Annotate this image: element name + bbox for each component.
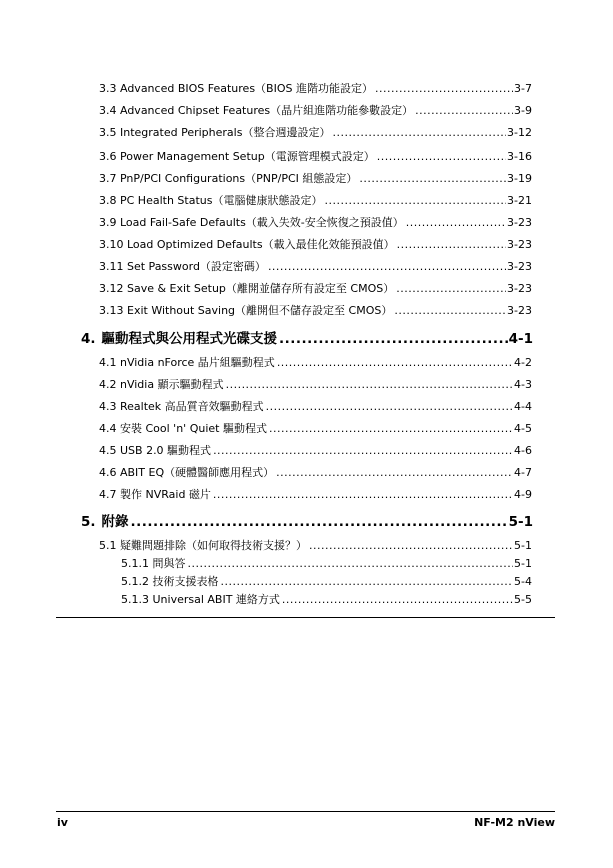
toc-entry-label: 4.3 Realtek 高品質音效驅動程式 <box>99 400 264 413</box>
toc-entry-page: 3-23 <box>507 216 532 229</box>
toc-entry[interactable] <box>99 399 532 415</box>
toc-entry[interactable] <box>99 103 532 119</box>
toc-entry-label: 5.1.1 問與答 <box>121 557 186 570</box>
toc-entry[interactable] <box>99 443 532 459</box>
dot-leader <box>415 103 513 119</box>
toc-entry-page: 4-2 <box>514 356 532 369</box>
toc-entry-page: 3-9 <box>514 104 532 117</box>
toc-entry-label: 3.11 Set Password（設定密碼） <box>99 260 266 273</box>
toc-entry-page: 3-23 <box>507 304 532 317</box>
toc-entry-page: 3-23 <box>507 282 532 295</box>
toc-entry-page: 4-9 <box>514 488 532 501</box>
dot-leader <box>282 592 513 608</box>
dot-leader <box>268 259 506 275</box>
toc-entry[interactable] <box>99 355 532 371</box>
toc-entry[interactable] <box>99 421 532 437</box>
toc-subentry[interactable] <box>121 556 532 572</box>
toc-entry-label: 3.13 Exit Without Saving（離開但不儲存設定至 CMOS） <box>99 304 393 317</box>
toc-entry[interactable] <box>99 215 532 231</box>
toc-entry-label: 4.6 ABIT EQ（硬體醫師應用程式） <box>99 466 275 479</box>
toc-entry-page: 3-7 <box>514 82 532 95</box>
dot-leader <box>266 399 513 415</box>
chapter-number: 5. <box>81 514 96 530</box>
dot-leader <box>406 215 506 231</box>
dot-leader <box>277 355 513 371</box>
toc-entry-page: 4-7 <box>514 466 532 479</box>
toc-entry-label: 4.4 安裝 Cool 'n' Quiet 驅動程式 <box>99 422 267 435</box>
toc-entry-page: 5-1 <box>514 539 532 552</box>
toc-entry[interactable] <box>99 487 532 503</box>
dot-leader <box>359 171 506 187</box>
chapter-heading <box>81 512 129 532</box>
toc-entry-page: 3-23 <box>507 238 532 251</box>
dot-leader <box>394 303 506 319</box>
toc-subentry[interactable] <box>121 592 532 608</box>
toc-entry-label: 3.5 Integrated Peripherals（整合週邊設定） <box>99 126 331 139</box>
dot-leader <box>188 556 514 572</box>
toc-entry-page: 5-4 <box>514 575 532 588</box>
toc-entry[interactable] <box>99 193 532 209</box>
section-divider <box>56 617 555 618</box>
toc-entry-label: 3.4 Advanced Chipset Features（晶片組進階功能參數設定） <box>99 104 414 117</box>
toc-entry-label: 3.7 PnP/PCI Configurations（PNP/PCI 組態設定） <box>99 172 358 185</box>
toc-entry[interactable] <box>99 237 532 253</box>
toc-entry[interactable] <box>99 259 532 275</box>
dot-leader <box>213 443 513 459</box>
dot-leader <box>276 465 513 481</box>
toc-entry[interactable] <box>99 281 532 297</box>
toc-entry-page: 3-12 <box>507 126 532 139</box>
toc-entry-label: 5.1 疑難問題排除（如何取得技術支援？） <box>99 539 307 552</box>
dot-leader <box>375 81 513 97</box>
dot-leader <box>332 125 506 141</box>
toc-entry[interactable] <box>99 81 532 97</box>
toc-entry-label: 3.12 Save & Exit Setup（離開並儲存所有設定至 CMOS） <box>99 282 395 295</box>
dot-leader <box>131 512 508 532</box>
footer-divider <box>56 811 555 812</box>
chapter-page: 5-1 <box>508 514 533 530</box>
toc-entry[interactable] <box>99 303 532 319</box>
toc-entry-page: 4-4 <box>514 400 532 413</box>
toc-entry[interactable] <box>99 149 532 165</box>
toc-entry-label: 5.1.3 Universal ABIT 連絡方式 <box>121 593 280 606</box>
dot-leader <box>397 237 506 253</box>
toc-entry-page: 5-5 <box>514 593 532 606</box>
toc-entry-page: 5-1 <box>514 557 532 570</box>
toc-entry-label: 4.2 nVidia 顯示驅動程式 <box>99 378 224 391</box>
toc-entry-label: 3.3 Advanced BIOS Features（BIOS 進階功能設定） <box>99 82 373 95</box>
dot-leader <box>213 487 513 503</box>
toc-entry-label: 3.9 Load Fail-Safe Defaults（載入失效-安全恢復之預設值） <box>99 216 404 229</box>
toc-entry-page: 3-21 <box>507 194 532 207</box>
dot-leader <box>324 193 506 209</box>
toc-entry[interactable] <box>99 125 532 141</box>
toc-chapter-5[interactable] <box>81 512 533 532</box>
toc-chapter-4[interactable] <box>81 329 533 349</box>
toc-entry-page: 3-23 <box>507 260 532 273</box>
toc-subentry[interactable] <box>121 574 532 590</box>
chapter-page: 4-1 <box>508 331 533 347</box>
dot-leader <box>309 538 513 554</box>
dot-leader <box>221 574 514 590</box>
toc-entry-label: 4.1 nVidia nForce 晶片組驅動程式 <box>99 356 275 369</box>
toc-entry[interactable] <box>99 538 532 554</box>
footer-manual-name: NF-M2 nView <box>474 816 555 829</box>
toc-entry-label: 3.10 Load Optimized Defaults（載入最佳化效能預設值） <box>99 238 395 251</box>
toc-entry-label: 3.8 PC Health Status（電腦健康狀態設定） <box>99 194 323 207</box>
chapter-title: 驅動程式與公用程式光碟支援 <box>101 331 278 347</box>
toc-entry-page: 3-19 <box>507 172 532 185</box>
dot-leader <box>396 281 506 297</box>
footer-page-number: iv <box>57 816 68 829</box>
toc-entry-page: 3-16 <box>507 150 532 163</box>
chapter-heading <box>81 329 277 349</box>
toc-entry-label: 5.1.2 技術支援表格 <box>121 575 219 588</box>
toc-entry-page: 4-6 <box>514 444 532 457</box>
chapter-number: 4. <box>81 331 96 347</box>
dot-leader <box>377 149 506 165</box>
toc-entry-page: 4-3 <box>514 378 532 391</box>
chapter-title: 附錄 <box>101 514 129 530</box>
toc-entry[interactable] <box>99 171 532 187</box>
toc-entry-label: 3.6 Power Management Setup（電源管理模式設定） <box>99 150 375 163</box>
toc-entry[interactable] <box>99 465 532 481</box>
toc-entry-page: 4-5 <box>514 422 532 435</box>
dot-leader <box>279 329 508 349</box>
toc-entry-label: 4.5 USB 2.0 驅動程式 <box>99 444 212 457</box>
dot-leader <box>269 421 513 437</box>
toc-entry-label: 4.7 製作 NVRaid 磁片 <box>99 488 211 501</box>
dot-leader <box>226 377 513 393</box>
toc-entry[interactable] <box>99 377 532 393</box>
